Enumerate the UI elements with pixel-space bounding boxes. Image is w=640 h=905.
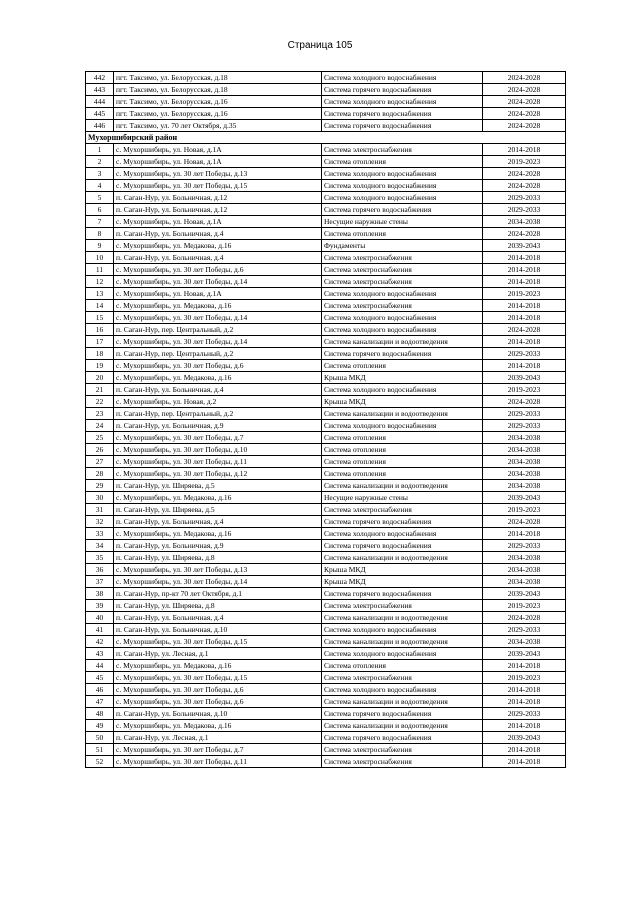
address-cell: пгт. Таксимо, ул. Белорусская, д.18 — [114, 84, 322, 96]
system-cell: Система электроснабжения — [322, 264, 483, 276]
period-cell: 2024-2028 — [483, 612, 566, 624]
period-cell: 2014-2018 — [483, 744, 566, 756]
system-cell: Система холодного водоснабжения — [322, 168, 483, 180]
row-number-cell: 15 — [86, 312, 114, 324]
address-cell: с. Мухоршибирь, ул. Медакова, д.16 — [114, 300, 322, 312]
period-cell: 2034-2038 — [483, 576, 566, 588]
address-cell: с. Мухоршибирь, ул. 30 лет Победы, д.15 — [114, 636, 322, 648]
table-row — [86, 636, 566, 648]
system-cell: Система отопления — [322, 228, 483, 240]
table-row — [86, 420, 566, 432]
row-number-cell: 52 — [86, 756, 114, 768]
table-row — [86, 732, 566, 744]
system-cell: Несущие наружные стены — [322, 216, 483, 228]
period-cell: 2014-2018 — [483, 276, 566, 288]
row-number-cell: 40 — [86, 612, 114, 624]
row-number-cell: 27 — [86, 456, 114, 468]
period-cell: 2039-2043 — [483, 492, 566, 504]
system-cell: Крыша МКД — [322, 576, 483, 588]
row-number-cell: 13 — [86, 288, 114, 300]
period-cell: 2024-2028 — [483, 120, 566, 132]
period-cell: 2014-2018 — [483, 660, 566, 672]
period-cell: 2034-2038 — [483, 432, 566, 444]
table-row — [86, 396, 566, 408]
row-number-cell: 32 — [86, 516, 114, 528]
period-cell: 2029-2033 — [483, 192, 566, 204]
table-row — [86, 540, 566, 552]
table-row — [86, 120, 566, 132]
table-row — [86, 612, 566, 624]
row-number-cell: 46 — [86, 684, 114, 696]
table-row — [86, 252, 566, 264]
address-cell: п. Саган-Нур, ул. Больничная, д.4 — [114, 384, 322, 396]
period-cell: 2029-2033 — [483, 420, 566, 432]
period-cell: 2019-2023 — [483, 156, 566, 168]
address-cell: с. Мухоршибирь, ул. 30 лет Победы, д.11 — [114, 456, 322, 468]
period-cell: 2014-2018 — [483, 264, 566, 276]
row-number-cell: 51 — [86, 744, 114, 756]
address-cell: с. Мухоршибирь, ул. 30 лет Победы, д.14 — [114, 276, 322, 288]
row-number-cell: 44 — [86, 660, 114, 672]
address-cell: с. Мухоршибирь, ул. Медакова, д.16 — [114, 528, 322, 540]
address-cell: п. Саган-Нур, пер. Центральный, д.2 — [114, 324, 322, 336]
table-row — [86, 684, 566, 696]
period-cell: 2014-2018 — [483, 312, 566, 324]
table-row — [86, 324, 566, 336]
row-number-cell: 2 — [86, 156, 114, 168]
system-cell: Система канализации и водоотведения — [322, 612, 483, 624]
system-cell: Система холодного водоснабжения — [322, 648, 483, 660]
address-cell: с. Мухоршибирь, ул. Новая, д.1А — [114, 288, 322, 300]
period-cell: 2029-2033 — [483, 540, 566, 552]
row-number-cell: 43 — [86, 648, 114, 660]
system-cell: Система холодного водоснабжения — [322, 192, 483, 204]
table-row — [86, 84, 566, 96]
address-cell: п. Саган-Нур, ул. Больничная, д.4 — [114, 612, 322, 624]
table-row — [86, 600, 566, 612]
address-cell: п. Саган-Нур, ул. Больничная, д.4 — [114, 252, 322, 264]
system-cell: Система электроснабжения — [322, 744, 483, 756]
system-cell: Система канализации и водоотведения — [322, 636, 483, 648]
period-cell: 2029-2033 — [483, 348, 566, 360]
period-cell: 2034-2038 — [483, 480, 566, 492]
system-cell: Система отопления — [322, 156, 483, 168]
address-cell: с. Мухоршибирь, ул. Новая, д.1А — [114, 216, 322, 228]
table-row — [86, 588, 566, 600]
row-number-cell: 47 — [86, 696, 114, 708]
system-cell: Система электроснабжения — [322, 600, 483, 612]
table-row — [86, 180, 566, 192]
row-number-cell: 28 — [86, 468, 114, 480]
table-row — [86, 504, 566, 516]
row-number-cell: 446 — [86, 120, 114, 132]
system-cell: Крыша МКД — [322, 372, 483, 384]
table-body — [86, 72, 566, 768]
table-row — [86, 432, 566, 444]
period-cell: 2039-2043 — [483, 732, 566, 744]
period-cell: 2034-2038 — [483, 216, 566, 228]
system-cell: Система горячего водоснабжения — [322, 708, 483, 720]
address-cell: с. Мухоршибирь, ул. Медакова, д.16 — [114, 720, 322, 732]
row-number-cell: 14 — [86, 300, 114, 312]
system-cell: Система холодного водоснабжения — [322, 324, 483, 336]
table-row — [86, 492, 566, 504]
row-number-cell: 11 — [86, 264, 114, 276]
table-row — [86, 720, 566, 732]
address-cell: с. Мухоршибирь, ул. 30 лет Победы, д.12 — [114, 468, 322, 480]
address-cell: п. Саган-Нур, пер. Центральный, д.2 — [114, 348, 322, 360]
address-cell: с. Мухоршибирь, ул. 30 лет Победы, д.13 — [114, 564, 322, 576]
row-number-cell: 29 — [86, 480, 114, 492]
system-cell: Система канализации и водоотведения — [322, 696, 483, 708]
table-row — [86, 648, 566, 660]
table-row — [86, 468, 566, 480]
address-cell: пгт. Таксимо, ул. Белорусская, д.18 — [114, 72, 322, 84]
row-number-cell: 8 — [86, 228, 114, 240]
period-cell: 2014-2018 — [483, 144, 566, 156]
system-cell: Система канализации и водоотведения — [322, 480, 483, 492]
period-cell: 2024-2028 — [483, 84, 566, 96]
system-cell: Система отопления — [322, 660, 483, 672]
row-number-cell: 443 — [86, 84, 114, 96]
row-number-cell: 12 — [86, 276, 114, 288]
system-cell: Система горячего водоснабжения — [322, 348, 483, 360]
system-cell: Система электроснабжения — [322, 504, 483, 516]
address-cell: п. Саган-Нур, ул. Ширяева, д.8 — [114, 552, 322, 564]
period-cell: 2014-2018 — [483, 528, 566, 540]
address-cell: с. Мухоршибирь, ул. 30 лет Победы, д.7 — [114, 744, 322, 756]
address-cell: п. Саган-Нур, ул. Лесная, д.1 — [114, 648, 322, 660]
table-row — [86, 168, 566, 180]
row-number-cell: 18 — [86, 348, 114, 360]
system-cell: Система холодного водоснабжения — [322, 420, 483, 432]
address-cell: с. Мухоршибирь, ул. Новая, д.1А — [114, 144, 322, 156]
period-cell: 2014-2018 — [483, 696, 566, 708]
address-cell: п. Саган-Нур, ул. Ширяева, д.5 — [114, 480, 322, 492]
table-row — [86, 156, 566, 168]
address-cell: с. Мухоршибирь, ул. 30 лет Победы, д.10 — [114, 444, 322, 456]
system-cell: Крыша МКД — [322, 564, 483, 576]
system-cell: Система электроснабжения — [322, 276, 483, 288]
table-row — [86, 264, 566, 276]
table-row — [86, 300, 566, 312]
period-cell: 2014-2018 — [483, 336, 566, 348]
period-cell: 2014-2018 — [483, 360, 566, 372]
system-cell: Система горячего водоснабжения — [322, 120, 483, 132]
address-cell: пгт. Таксимо, ул. Белорусская, д.16 — [114, 96, 322, 108]
row-number-cell: 39 — [86, 600, 114, 612]
table-row — [86, 660, 566, 672]
system-cell: Система отопления — [322, 432, 483, 444]
address-cell: п. Саган-Нур, ул. Больничная, д.4 — [114, 516, 322, 528]
row-number-cell: 38 — [86, 588, 114, 600]
table-row — [86, 96, 566, 108]
row-number-cell: 41 — [86, 624, 114, 636]
address-cell: п. Саган-Нур, ул. Лесная, д.1 — [114, 732, 322, 744]
period-cell: 2039-2043 — [483, 372, 566, 384]
system-cell: Система холодного водоснабжения — [322, 288, 483, 300]
system-cell: Система холодного водоснабжения — [322, 180, 483, 192]
table-row — [86, 360, 566, 372]
table-row — [86, 408, 566, 420]
row-number-cell: 6 — [86, 204, 114, 216]
system-cell: Система электроснабжения — [322, 252, 483, 264]
address-cell: п. Саган-Нур, ул. Больничная, д.12 — [114, 204, 322, 216]
period-cell: 2034-2038 — [483, 552, 566, 564]
address-cell: п. Саган-Нур, ул. Больничная, д.10 — [114, 624, 322, 636]
row-number-cell: 19 — [86, 360, 114, 372]
period-cell: 2024-2028 — [483, 180, 566, 192]
system-cell: Система горячего водоснабжения — [322, 108, 483, 120]
system-cell: Система горячего водоснабжения — [322, 540, 483, 552]
address-cell: с. Мухоршибирь, ул. 30 лет Победы, д.13 — [114, 168, 322, 180]
page-number-header: Страница 105 — [287, 40, 353, 51]
period-cell: 2039-2043 — [483, 240, 566, 252]
address-cell: с. Мухоршибирь, ул. Медакова, д.16 — [114, 660, 322, 672]
row-number-cell: 33 — [86, 528, 114, 540]
address-cell: с. Мухоршибирь, ул. 30 лет Победы, д.6 — [114, 264, 322, 276]
period-cell: 2014-2018 — [483, 756, 566, 768]
address-cell: пгт. Таксимо, ул. 70 лет Октября, д.35 — [114, 120, 322, 132]
table-row — [86, 480, 566, 492]
address-cell: с. Мухоршибирь, ул. 30 лет Победы, д.7 — [114, 432, 322, 444]
table-row — [86, 192, 566, 204]
period-cell: 2039-2043 — [483, 648, 566, 660]
period-cell: 2014-2018 — [483, 300, 566, 312]
period-cell: 2034-2038 — [483, 444, 566, 456]
address-cell: пгт. Таксимо, ул. Белорусская, д.16 — [114, 108, 322, 120]
table-row — [86, 240, 566, 252]
table-row — [86, 552, 566, 564]
address-cell: с. Мухоршибирь, ул. Медакова, д.16 — [114, 240, 322, 252]
system-cell: Фундаменты — [322, 240, 483, 252]
row-number-cell: 50 — [86, 732, 114, 744]
row-number-cell: 10 — [86, 252, 114, 264]
row-number-cell: 4 — [86, 180, 114, 192]
table-row — [86, 288, 566, 300]
system-cell: Система горячего водоснабжения — [322, 588, 483, 600]
system-cell: Система отопления — [322, 444, 483, 456]
system-cell: Система горячего водоснабжения — [322, 84, 483, 96]
row-number-cell: 36 — [86, 564, 114, 576]
address-cell: с. Мухоршибирь, ул. Новая, д.1А — [114, 156, 322, 168]
system-cell: Система канализации и водоотведения — [322, 336, 483, 348]
row-number-cell: 42 — [86, 636, 114, 648]
address-cell: п. Саган-Нур, ул. Больничная, д.9 — [114, 540, 322, 552]
address-cell: с. Мухоршибирь, ул. 30 лет Победы, д.6 — [114, 360, 322, 372]
system-cell: Система электроснабжения — [322, 144, 483, 156]
section-title: Мухоршибирский район — [86, 132, 566, 144]
system-cell: Система холодного водоснабжения — [322, 684, 483, 696]
table-row — [86, 456, 566, 468]
period-cell: 2024-2028 — [483, 516, 566, 528]
system-cell: Система холодного водоснабжения — [322, 72, 483, 84]
table-row — [86, 108, 566, 120]
table-row — [86, 744, 566, 756]
address-cell: с. Мухоршибирь, ул. 30 лет Победы, д.15 — [114, 180, 322, 192]
row-number-cell: 3 — [86, 168, 114, 180]
address-cell: с. Мухоршибирь, ул. 30 лет Победы, д.6 — [114, 684, 322, 696]
system-cell: Система холодного водоснабжения — [322, 528, 483, 540]
table-row — [86, 624, 566, 636]
table-row — [86, 228, 566, 240]
period-cell: 2019-2023 — [483, 504, 566, 516]
period-cell: 2034-2038 — [483, 456, 566, 468]
row-number-cell: 45 — [86, 672, 114, 684]
system-cell: Система холодного водоснабжения — [322, 96, 483, 108]
period-cell: 2024-2028 — [483, 108, 566, 120]
row-number-cell: 17 — [86, 336, 114, 348]
period-cell: 2034-2038 — [483, 468, 566, 480]
period-cell: 2019-2023 — [483, 672, 566, 684]
period-cell: 2029-2033 — [483, 624, 566, 636]
system-cell: Система холодного водоснабжения — [322, 384, 483, 396]
period-cell: 2024-2028 — [483, 324, 566, 336]
table-row — [86, 672, 566, 684]
address-cell: п. Саган-Нур, пр-кт 70 лет Октября, д.1 — [114, 588, 322, 600]
address-cell: с. Мухоршибирь, ул. 30 лет Победы, д.14 — [114, 312, 322, 324]
table-row — [86, 384, 566, 396]
system-cell: Система горячего водоснабжения — [322, 732, 483, 744]
capital-repair-table — [85, 71, 566, 768]
system-cell: Система электроснабжения — [322, 672, 483, 684]
system-cell: Система электроснабжения — [322, 756, 483, 768]
table-row — [86, 144, 566, 156]
address-cell: п. Саган-Нур, ул. Больничная, д.9 — [114, 420, 322, 432]
address-cell: с. Мухоршибирь, ул. Медакова, д.16 — [114, 372, 322, 384]
row-number-cell: 31 — [86, 504, 114, 516]
table-row — [86, 696, 566, 708]
address-cell: п. Саган-Нур, ул. Больничная, д.12 — [114, 192, 322, 204]
row-number-cell: 22 — [86, 396, 114, 408]
row-number-cell: 21 — [86, 384, 114, 396]
table-row — [86, 348, 566, 360]
period-cell: 2024-2028 — [483, 96, 566, 108]
address-cell: с. Мухоршибирь, ул. Медакова, д.16 — [114, 492, 322, 504]
row-number-cell: 445 — [86, 108, 114, 120]
period-cell: 2024-2028 — [483, 72, 566, 84]
row-number-cell: 37 — [86, 576, 114, 588]
address-cell: п. Саган-Нур, ул. Ширяева, д.8 — [114, 600, 322, 612]
table-row — [86, 216, 566, 228]
period-cell: 2034-2038 — [483, 636, 566, 648]
period-cell: 2039-2043 — [483, 588, 566, 600]
address-cell: с. Мухоршибирь, ул. 30 лет Победы, д.14 — [114, 576, 322, 588]
row-number-cell: 30 — [86, 492, 114, 504]
table-row — [86, 756, 566, 768]
row-number-cell: 9 — [86, 240, 114, 252]
address-cell: с. Мухоршибирь, ул. 30 лет Победы, д.15 — [114, 672, 322, 684]
row-number-cell: 35 — [86, 552, 114, 564]
period-cell: 2019-2023 — [483, 288, 566, 300]
system-cell: Система канализации и водоотведения — [322, 720, 483, 732]
system-cell: Система отопления — [322, 468, 483, 480]
table-row — [86, 312, 566, 324]
period-cell: 2014-2018 — [483, 720, 566, 732]
address-cell: с. Мухоршибирь, ул. Новая, д.2 — [114, 396, 322, 408]
period-cell: 2024-2028 — [483, 396, 566, 408]
system-cell: Система холодного водоснабжения — [322, 312, 483, 324]
system-cell: Система отопления — [322, 456, 483, 468]
row-number-cell: 49 — [86, 720, 114, 732]
system-cell: Система канализации и водоотведения — [322, 408, 483, 420]
system-cell: Несущие наружные стены — [322, 492, 483, 504]
address-cell: с. Мухоршибирь, ул. 30 лет Победы, д.11 — [114, 756, 322, 768]
table-row — [86, 204, 566, 216]
address-cell: с. Мухоршибирь, ул. 30 лет Победы, д.14 — [114, 336, 322, 348]
row-number-cell: 26 — [86, 444, 114, 456]
table-row — [86, 564, 566, 576]
period-cell: 2029-2033 — [483, 408, 566, 420]
section-row — [86, 132, 566, 144]
period-cell: 2019-2023 — [483, 600, 566, 612]
row-number-cell: 25 — [86, 432, 114, 444]
row-number-cell: 1 — [86, 144, 114, 156]
period-cell: 2014-2018 — [483, 684, 566, 696]
table-row — [86, 708, 566, 720]
row-number-cell: 34 — [86, 540, 114, 552]
row-number-cell: 48 — [86, 708, 114, 720]
address-cell: п. Саган-Нур, пер. Центральный, д.2 — [114, 408, 322, 420]
system-cell: Система отопления — [322, 360, 483, 372]
system-cell: Система электроснабжения — [322, 300, 483, 312]
system-cell: Крыша МКД — [322, 396, 483, 408]
table-row — [86, 516, 566, 528]
table-row — [86, 444, 566, 456]
period-cell: 2024-2028 — [483, 228, 566, 240]
table-row — [86, 576, 566, 588]
period-cell: 2034-2038 — [483, 564, 566, 576]
address-cell: п. Саган-Нур, ул. Больничная, д.10 — [114, 708, 322, 720]
period-cell: 2014-2018 — [483, 252, 566, 264]
period-cell: 2024-2028 — [483, 168, 566, 180]
table-row — [86, 276, 566, 288]
table-row — [86, 72, 566, 84]
period-cell: 2019-2023 — [483, 384, 566, 396]
address-cell: п. Саган-Нур, ул. Больничная, д.4 — [114, 228, 322, 240]
table-row — [86, 372, 566, 384]
row-number-cell: 5 — [86, 192, 114, 204]
row-number-cell: 442 — [86, 72, 114, 84]
system-cell: Система канализации и водоотведения — [322, 552, 483, 564]
row-number-cell: 16 — [86, 324, 114, 336]
period-cell: 2029-2033 — [483, 204, 566, 216]
period-cell: 2029-2033 — [483, 708, 566, 720]
row-number-cell: 23 — [86, 408, 114, 420]
row-number-cell: 444 — [86, 96, 114, 108]
table-row — [86, 336, 566, 348]
row-number-cell: 24 — [86, 420, 114, 432]
system-cell: Система холодного водоснабжения — [322, 624, 483, 636]
address-cell: п. Саган-Нур, ул. Ширяева, д.5 — [114, 504, 322, 516]
table-row — [86, 528, 566, 540]
address-cell: с. Мухоршибирь, ул. 30 лет Победы, д.6 — [114, 696, 322, 708]
system-cell: Система горячего водоснабжения — [322, 516, 483, 528]
row-number-cell: 7 — [86, 216, 114, 228]
system-cell: Система горячего водоснабжения — [322, 204, 483, 216]
row-number-cell: 20 — [86, 372, 114, 384]
